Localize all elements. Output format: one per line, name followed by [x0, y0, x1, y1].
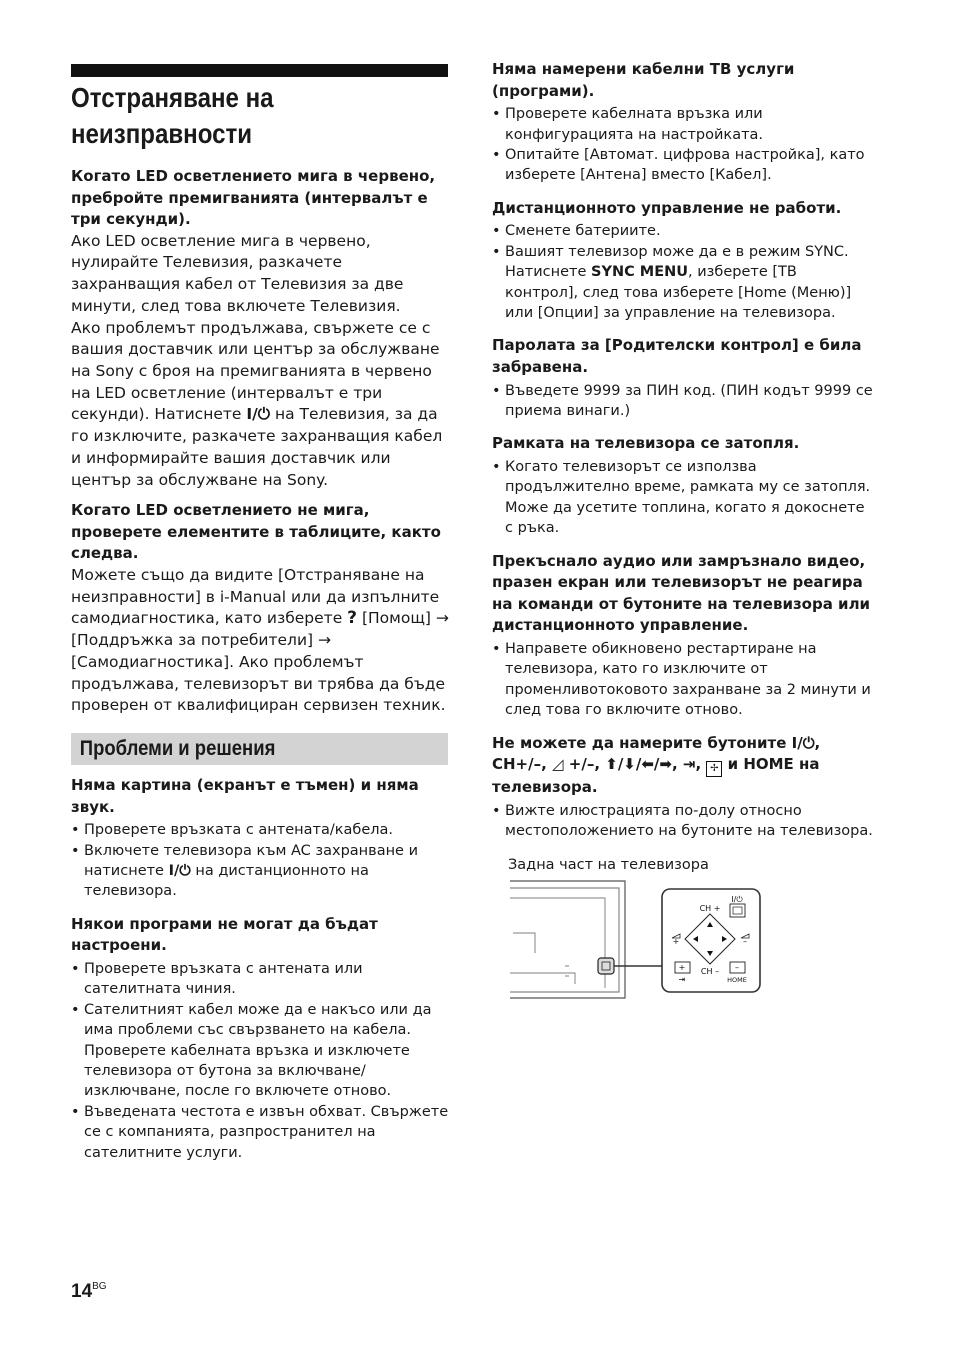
vol-minus-label: – [743, 937, 747, 946]
svg-text:+: + [678, 963, 686, 972]
list-item: • Проверете връзката с антената или сателитната чиния. [71, 959, 449, 1000]
password-heading: Паролата за [Родителски контрол] е била забравена. [492, 336, 862, 377]
list-item: • Въведете 9999 за ПИН код. (ПИН кодът 9999 се приема винаги.) [492, 381, 874, 422]
led-no-blink-heading: Когато LED осветлението не мига, проверете елементите в таблиците, както следва. [71, 501, 441, 563]
ch-minus-label: CH – [700, 967, 720, 976]
button-location-marker [598, 958, 614, 974]
power-button-icon [730, 904, 745, 917]
list-item: • Направете обикновено рестартиране на телевизора, като го изключите от променливотоковото захранване за 2 минути и след това го включите отново. [492, 639, 874, 721]
password-list [492, 381, 874, 422]
list-item: • Въведената честота е извън обхват. Свържете се с компанията, разпространител на сателитните услуги. [71, 1102, 449, 1163]
cross-button-icon: ✢ [706, 761, 722, 777]
list-item: • Вашият телевизор може да е в режим SYNC. Натиснете SYNC MENU, изберете [ТВ контрол], след това изберете [Home (Меню)] или [Опции] за управление на телевизора. [492, 242, 874, 324]
list-item: • Включете телевизора към AC захранване и натиснете I/⏻ на дистанционното на телевизора. [71, 841, 449, 902]
led-blinks-text-1: Ако LED осветление мига в червено, нулирайте Телевизия, разкачете захранващия кабел от Телевизия за две минути, след това включете Телевизия. [71, 231, 404, 315]
left-column [71, 166, 449, 717]
no-cable-heading: Няма намерени кабелни ТВ услуги (програми). [492, 60, 795, 100]
freeze-list [492, 639, 874, 721]
freeze-heading: Прекъснало аудио или замръзнало видео, празен екран или телевизорът не реагира на команди от бутоните на телевизора или дистанционното управление. [492, 551, 871, 635]
led-blinks-heading: Когато LED осветлението мига в червено, пребройте премигванията (интервалът е три секунди). [71, 167, 436, 229]
home-label: HOME [727, 976, 747, 984]
frame-warm-list [492, 457, 874, 539]
list-item: • Проверете връзката с антената/кабела. [71, 820, 449, 840]
some-programs-heading: Някои програми не могат да бъдат настроени. [71, 914, 378, 955]
section-bar: Проблеми и решения [71, 733, 448, 765]
no-cable-list [492, 104, 874, 186]
list-item: • Сменете батериите. [492, 221, 874, 241]
page-title: Отстраняване на неизправности [71, 82, 274, 149]
remote-list [492, 221, 874, 323]
tv-rear-figure [505, 878, 767, 1008]
buttons-heading: Не можете да намерите бутоните I/⏻, CH+/–, ◿ +/–, ⬆/⬇/⬅/➡, ⇥, ✢ и HOME на телевизора. [492, 733, 821, 797]
no-picture-list [71, 820, 449, 902]
list-item: • Когато телевизорът се използва продължително време, рамката му се затопля. Може да усетите топлина, когато я докоснете с ръка. [492, 457, 874, 539]
some-programs-list [71, 959, 449, 1163]
vol-plus-label: + [672, 937, 680, 946]
list-item: • Сателитният кабел може да е накъсо или да има проблеми със свързването на кабела. Проверете кабелната връзка и изключете телевизора от бутона за включване/ изключване, после го включете отново. [71, 1000, 449, 1102]
power-symbol: I/⏻ [246, 405, 271, 424]
no-picture-heading: Няма картина (екранът е тъмен) и няма звук. [71, 776, 419, 816]
right-column [492, 59, 874, 842]
left-column-lower [71, 775, 449, 1163]
input-label: ⇥ [678, 975, 686, 984]
help-icon: ? [347, 608, 358, 629]
title-rule [71, 64, 448, 77]
figure-caption: Задна част на телевизора [508, 857, 709, 873]
ch-plus-label: CH + [699, 904, 721, 913]
page-number: $14^{BG}$ [71, 1281, 107, 1302]
remote-heading: Дистанционното управление не работи. [492, 198, 842, 217]
list-item: • Проверете кабелната връзка или конфигурацията на настройката. [492, 104, 874, 145]
svg-text:–: – [735, 963, 739, 972]
buttons-list [492, 801, 874, 842]
list-item: • Опитайте [Автомат. цифрова настройка], като изберете [Антена] вместо [Кабел]. [492, 145, 874, 186]
led-blinks-text-2: Ако проблемът продължава, свържете се с вашия доставчик или център за обслужване на Sony с броя на премигванията в червено на LED осветление (интервалът е три секунди). Натиснете I/⏻ на Телевизия, за да го изключите, разкачете захранващия кабел и информирайте вашия доставчик или център за обслужване на Sony. [71, 318, 443, 489]
list-item: • Вижте илюстрацията по-долу относно местоположението на бутоните на телевизора. [492, 801, 874, 842]
frame-warm-heading: Рамката на телевизора се затопля. [492, 434, 800, 453]
power-label: I/⏻ [731, 895, 743, 904]
led-no-blink-text: Можете също да видите [Отстраняване на неизправности] в i-Manual или да изпълните самодиагностика, като изберете ? [Помощ] → [Поддръжка за потребители] → [Самодиагностика]. Ако проблемът продължава, телевизорът ви трябва да бъде проверен от квалифициран сервизен техник. [71, 566, 449, 715]
